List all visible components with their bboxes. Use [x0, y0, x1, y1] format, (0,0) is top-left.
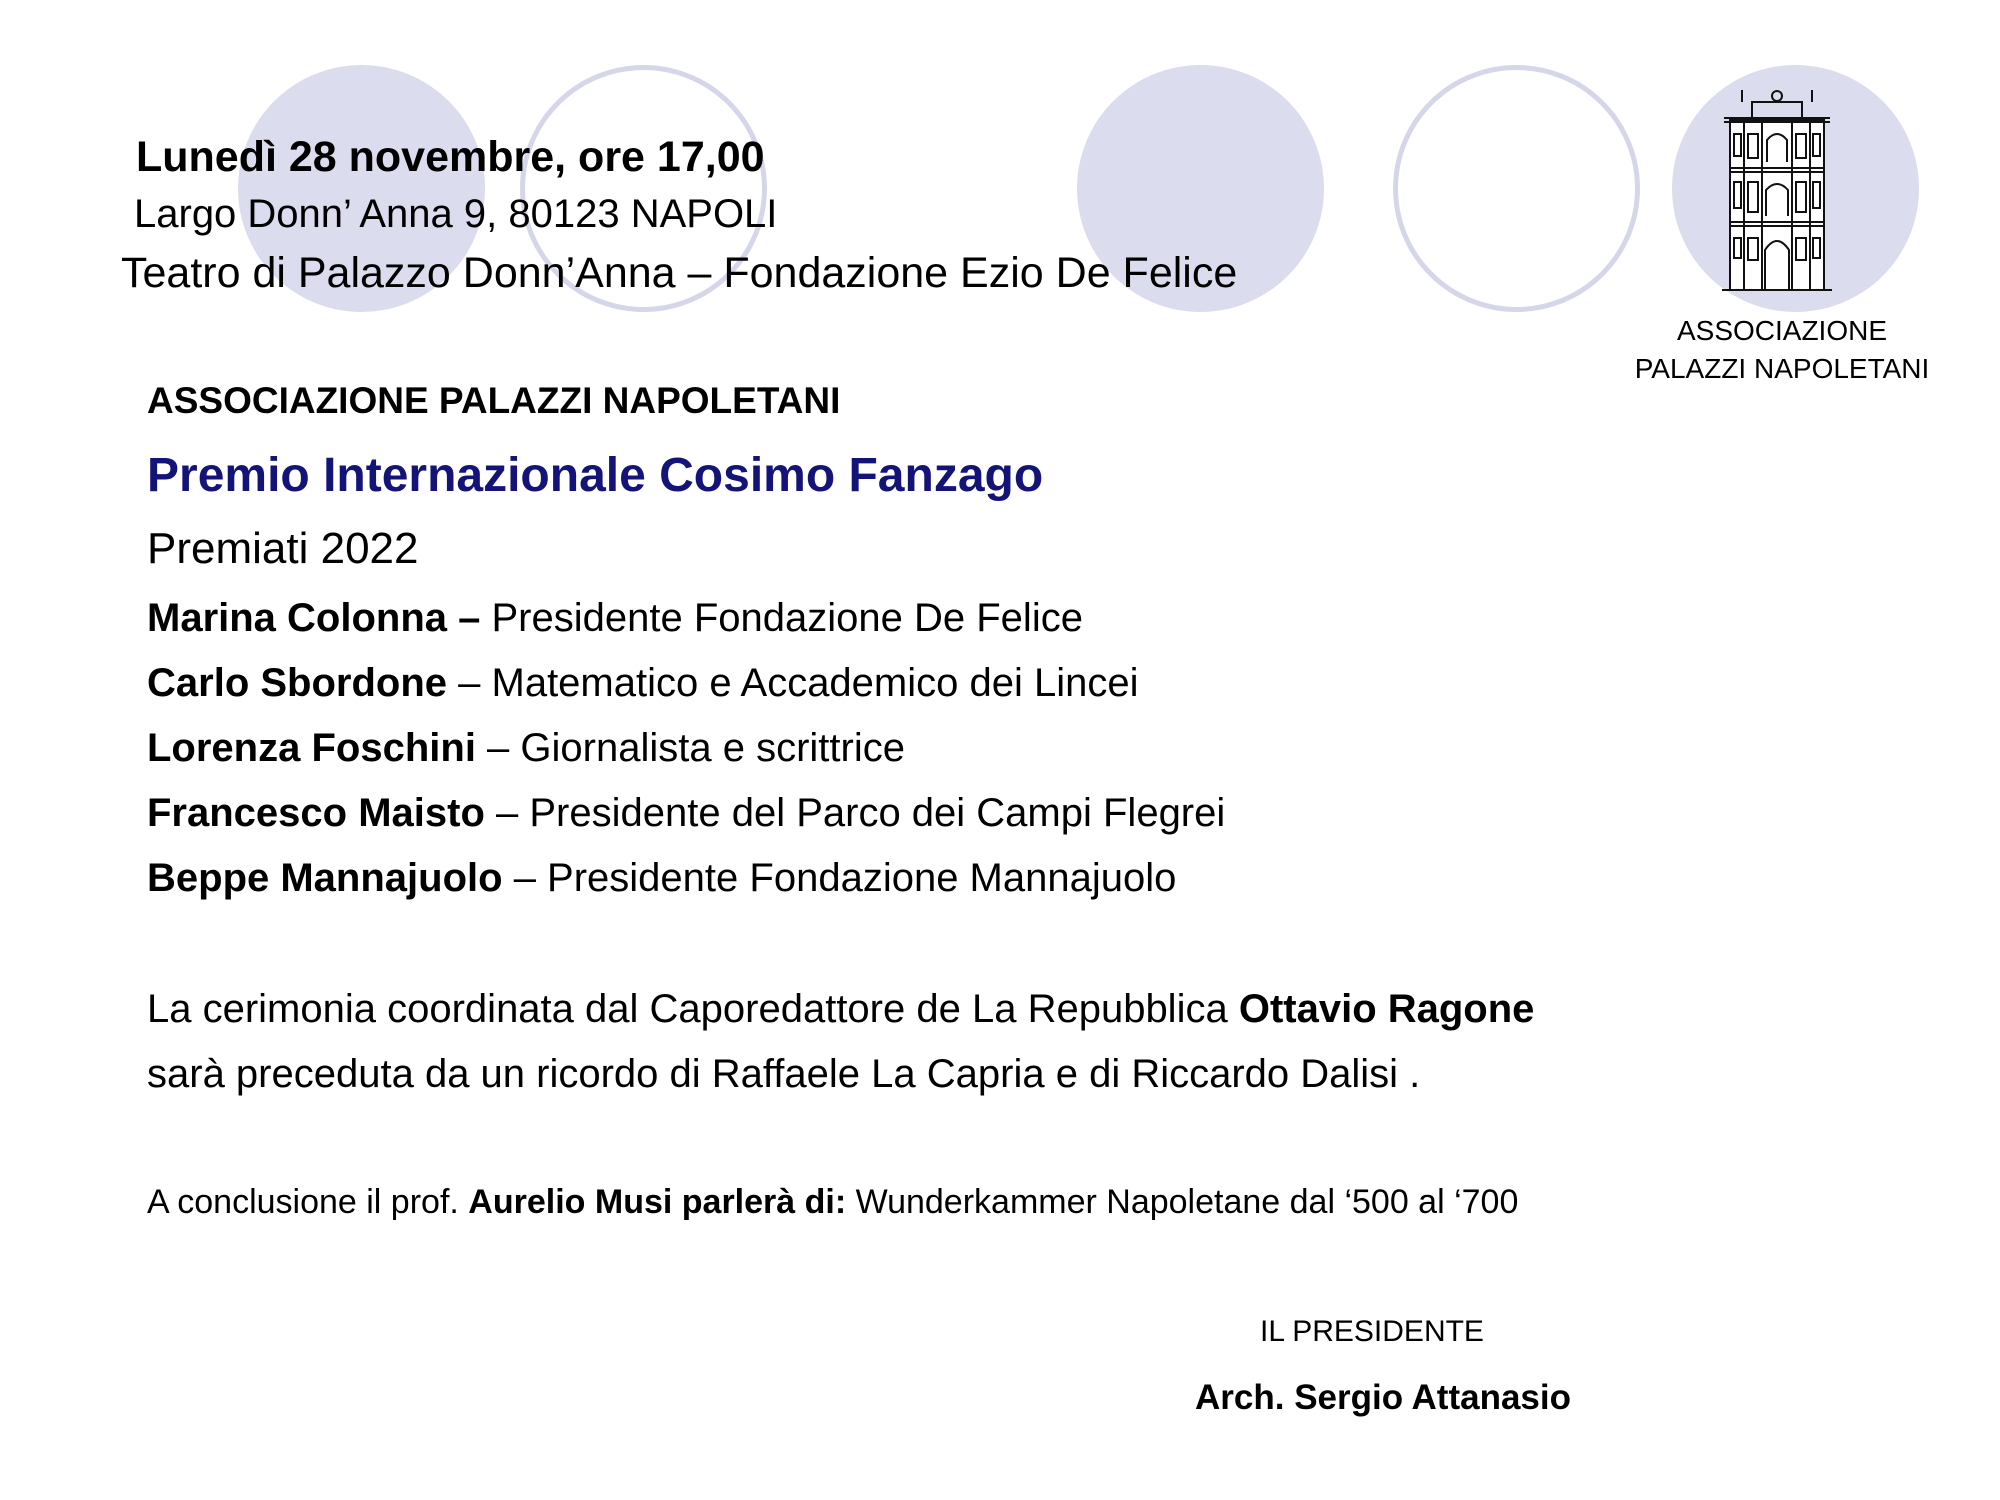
logo-caption	[1582, 312, 1982, 388]
conclusion-line	[147, 1183, 1518, 1222]
winner-role: – Presidente Fondazione Mannajuolo	[502, 856, 1177, 900]
ceremony-line-2: sarà preceduta da un ricordo di Raffaele La Capria e di Riccardo Dalisi .	[147, 1052, 1421, 1096]
logo-caption-line2: PALAZZI NAPOLETANI	[1634, 353, 1930, 384]
winner-row	[147, 596, 1083, 641]
winner-name: Marina Colonna –	[147, 596, 481, 640]
winner-name: Francesco Maisto	[147, 791, 485, 835]
winner-row	[147, 856, 1176, 901]
palazzo-facade-icon	[1722, 82, 1832, 292]
event-venue: Teatro di Palazzo Donn’Anna – Fondazione Ezio De Felice	[121, 249, 1238, 297]
decor-ring-4	[1393, 65, 1640, 312]
winner-role: – Matematico e Accademico dei Lincei	[447, 661, 1139, 705]
winner-name: Carlo Sbordone	[147, 661, 448, 705]
signature-name: Arch. Sergio Attanasio	[1195, 1378, 1571, 1417]
conclusion-speaker: Aurelio Musi parlerà di:	[468, 1183, 847, 1221]
winner-row	[147, 726, 905, 771]
winners-heading: Premiati 2022	[147, 524, 419, 573]
winner-row	[147, 661, 1139, 706]
conclusion-prefix: A conclusione il prof.	[147, 1183, 469, 1221]
ceremony-line-1	[147, 987, 1534, 1032]
prize-title: Premio Internazionale Cosimo Fanzago	[147, 449, 1044, 502]
winner-role: – Presidente del Parco dei Campi Flegrei	[484, 791, 1226, 835]
event-date: Lunedì 28 novembre, ore 17,00	[136, 133, 765, 181]
conclusion-topic: Wunderkammer Napoletane dal ‘500 al ‘700	[846, 1183, 1519, 1221]
organization-name: ASSOCIAZIONE PALAZZI NAPOLETANI	[147, 380, 841, 421]
signature-title: IL PRESIDENTE	[1260, 1315, 1484, 1348]
event-address: Largo Donn’ Anna 9, 80123 NAPOLI	[134, 192, 778, 236]
winner-name: Lorenza Foschini	[147, 726, 476, 770]
winner-row	[147, 791, 1225, 836]
logo-caption-line1: ASSOCIAZIONE	[1676, 315, 1888, 346]
winner-name: Beppe Mannajuolo	[147, 856, 503, 900]
ceremony-text: La cerimonia coordinata dal Caporedattore de La Repubblica	[147, 987, 1239, 1031]
ceremony-coordinator: Ottavio Ragone	[1238, 987, 1535, 1031]
winner-role: – Giornalista e scrittrice	[475, 726, 905, 770]
winner-role: Presidente Fondazione De Felice	[480, 596, 1083, 640]
